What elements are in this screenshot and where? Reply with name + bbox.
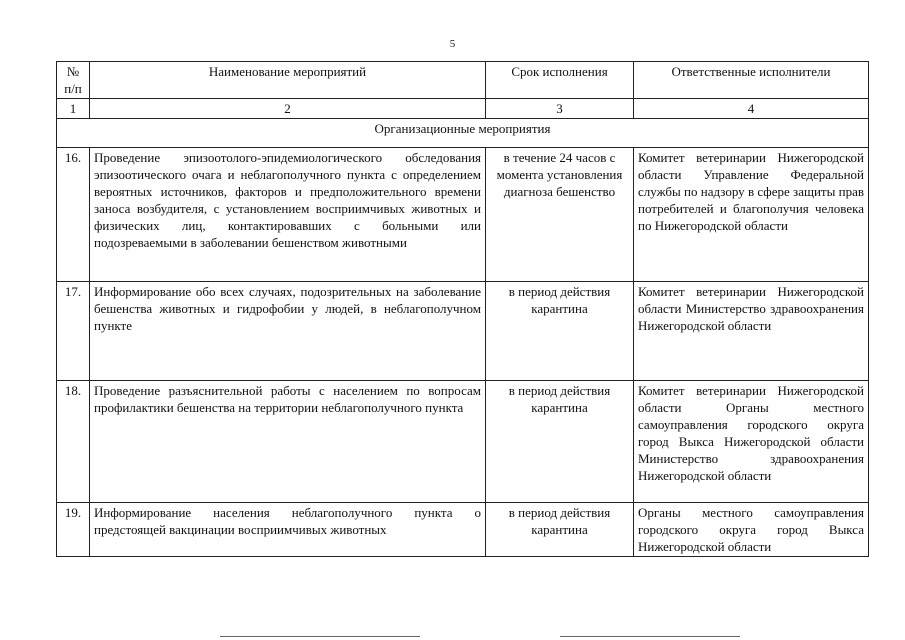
section-title: Организационные мероприятия: [57, 119, 869, 148]
row-number: 16.: [57, 148, 90, 282]
row-measure: Информирование обо всех случаях, подозрительных на заболевание бешенства животных и гидрофобии у людей, в неблагополучном пункте: [90, 282, 486, 381]
header-name: Наименование мероприятий: [90, 62, 486, 99]
row-term: в период действия карантина: [486, 503, 634, 557]
table-row: [57, 381, 869, 503]
column-number-1: 1: [57, 99, 90, 119]
page-number: 5: [449, 38, 456, 50]
row-responsible: Комитет ветеринарии Нижегородской области Управление Федеральной службы по надзору в сфере защиты прав потребителей и благополучия человека по Нижегородской области: [634, 148, 869, 282]
header-number: № п/п: [57, 62, 90, 99]
row-responsible: Комитет ветеринарии Нижегородской области Органы местного самоуправления городского округа город Выкса Нижегородской области Министерство здравоохранения Нижегородской области: [634, 381, 869, 503]
row-measure: Проведение разъяснительной работы с населением по вопросам профилактики бешенства на территории неблагополучного пункта: [90, 381, 486, 503]
table-row: [57, 503, 869, 557]
scan-artifact-line: [220, 636, 420, 637]
column-number-4: 4: [634, 99, 869, 119]
table-row: [57, 148, 869, 282]
row-measure: Проведение эпизоотолого-эпидемиологического обследования эпизоотического очага и неблагополучного пункта с определением вероятных источников, факторов и предположительного времени заноса возбудителя, с установлением восприимчивых животных и физических лиц, контактировавших с больными или подозреваемыми в заболевании бешенством животными: [90, 148, 486, 282]
row-measure: Информирование населения неблагополучного пункта о предстоящей вакцинации восприимчивых животных: [90, 503, 486, 557]
row-term: в период действия карантина: [486, 381, 634, 503]
row-term: в период действия карантина: [486, 282, 634, 381]
table-row: [57, 282, 869, 381]
row-number: 18.: [57, 381, 90, 503]
header-term: Срок исполнения: [486, 62, 634, 99]
measures-table: [56, 61, 869, 557]
row-term: в течение 24 часов с момента установления диагноза бешенство: [486, 148, 634, 282]
row-number: 17.: [57, 282, 90, 381]
header-responsible: Ответственные исполнители: [634, 62, 869, 99]
row-responsible: Органы местного самоуправления городского округа город Выкса Нижегородской области: [634, 503, 869, 557]
column-number-3: 3: [486, 99, 634, 119]
row-number: 19.: [57, 503, 90, 557]
column-number-2: 2: [90, 99, 486, 119]
row-responsible: Комитет ветеринарии Нижегородской области Министерство здравоохранения Нижегородской области: [634, 282, 869, 381]
scan-artifact-line: [560, 636, 740, 637]
